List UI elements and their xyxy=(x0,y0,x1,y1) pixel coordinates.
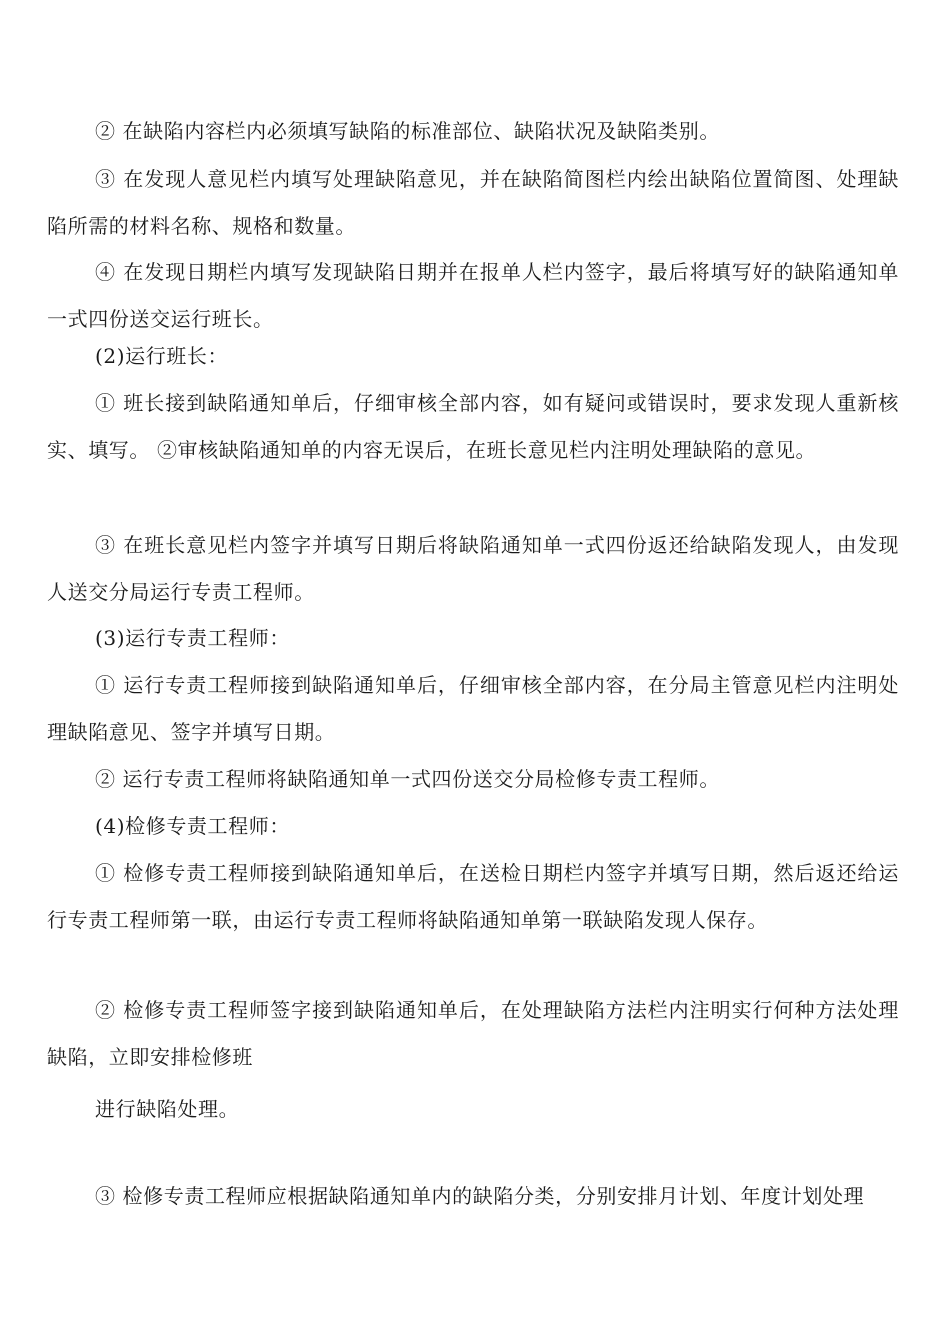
paragraph-4: ① 班长接到缺陷通知单后，仔细审核全部内容，如有疑问或错误时，要求发现人重新核实、填写。 ②审核缺陷通知单的内容无误后，在班长意见栏内注明处理缺陷的意见。 xyxy=(47,391,899,462)
paragraph-1: ② 在缺陷内容栏内必须填写缺陷的标准部位、缺陷状况及缺陷类别。 xyxy=(95,119,720,143)
paragraph-9: ② 检修专责工程师签字接到缺陷通知单后，在处理缺陷方法栏内注明实行何种方法处理缺陷，立即安排检修班 xyxy=(47,998,899,1069)
section-heading-4: (4)检修专责工程师： xyxy=(95,814,290,838)
paragraph-2: ③ 在发现人意见栏内填写处理缺陷意见，并在缺陷简图栏内绘出缺陷位置简图、处理缺陷所需的材料名称、规格和数量。 xyxy=(47,167,899,238)
paragraph-5: ③ 在班长意见栏内签字并填写日期后将缺陷通知单一式四份返还给缺陷发现人，由发现人送交分局运行专责工程师。 xyxy=(47,533,899,604)
paragraph-8: ① 检修专责工程师接到缺陷通知单后，在送检日期栏内签字并填写日期，然后返还给运行专责工程师第一联，由运行专责工程师将缺陷通知单第一联缺陷发现人保存。 xyxy=(47,861,899,932)
paragraph-7: ② 运行专责工程师将缺陷通知单一式四份送交分局检修专责工程师。 xyxy=(95,767,720,791)
paragraph-10: 进行缺陷处理。 xyxy=(95,1097,240,1121)
section-heading-2: (2)运行班长： xyxy=(95,344,229,368)
section-heading-3: (3)运行专责工程师： xyxy=(95,626,290,650)
paragraph-6: ① 运行专责工程师接到缺陷通知单后，仔细审核全部内容，在分局主管意见栏内注明处理缺陷意见、签字并填写日期。 xyxy=(47,673,899,744)
paragraph-11: ③ 检修专责工程师应根据缺陷通知单内的缺陷分类，分别安排月计划、年度计划处理 xyxy=(95,1184,865,1208)
paragraph-3: ④ 在发现日期栏内填写发现缺陷日期并在报单人栏内签字，最后将填写好的缺陷通知单一式四份送交运行班长。 xyxy=(47,260,899,331)
